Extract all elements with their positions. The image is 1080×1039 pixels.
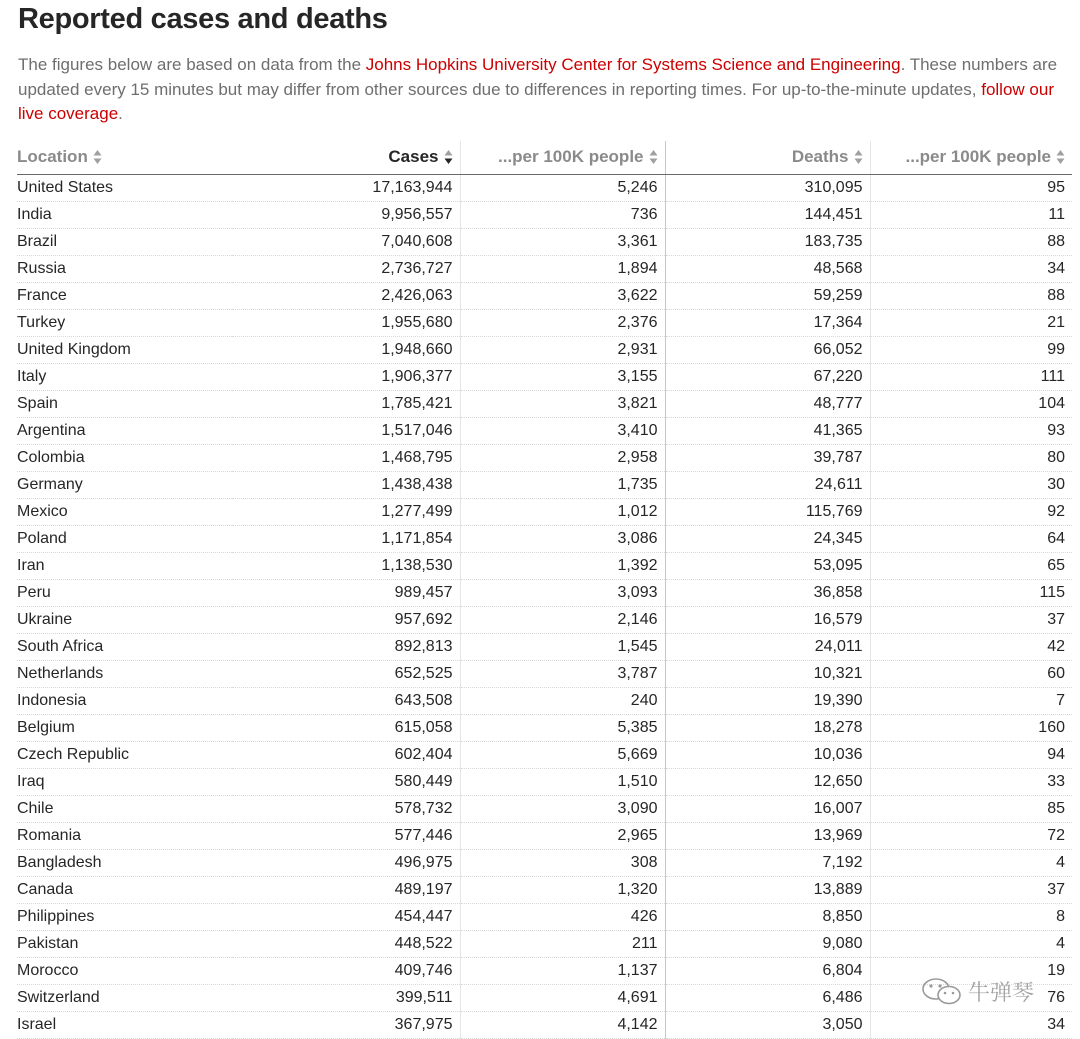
cell-cases-per-100k: 2,965 [460,822,665,849]
table-row [17,444,1072,471]
column-header-deaths[interactable] [665,141,870,174]
cell-deaths: 66,052 [665,336,870,363]
cell-cases: 1,138,530 [232,552,460,579]
cell-location: Spain [17,390,232,417]
intro-text-1: The figures below are based on data from the [18,55,366,74]
cell-deaths-per-100k: 4 [870,930,1072,957]
cell-cases-per-100k: 240 [460,687,665,714]
column-label: Deaths [791,146,849,166]
cell-cases-per-100k: 5,246 [460,174,665,201]
cell-deaths-per-100k: 95 [870,174,1072,201]
cell-cases-per-100k: 3,361 [460,228,665,255]
column-label: Cases [388,146,439,166]
table-row [17,633,1072,660]
cell-deaths-per-100k: 115 [870,579,1072,606]
table-row [17,309,1072,336]
cell-cases: 367,975 [232,1011,460,1038]
cell-deaths: 67,220 [665,363,870,390]
table-row [17,768,1072,795]
table-row [17,849,1072,876]
cell-deaths: 3,050 [665,1011,870,1038]
cell-cases-per-100k: 1,894 [460,255,665,282]
cell-deaths-per-100k: 88 [870,228,1072,255]
table-row [17,525,1072,552]
cell-deaths: 6,804 [665,957,870,984]
table-row [17,930,1072,957]
cell-deaths-per-100k: 34 [870,1011,1072,1038]
cell-location: Colombia [17,444,232,471]
jhu-csse-link[interactable]: Johns Hopkins University Center for Systems Science and Engineering [365,55,901,74]
intro-text-2: . These numbers are updated every 15 minutes but may differ from other sources due to differences in reporting times. For up-to-the-minute updates, [18,55,1058,99]
cell-cases: 1,906,377 [232,363,460,390]
cell-cases: 957,692 [232,606,460,633]
cell-deaths: 59,259 [665,282,870,309]
cell-location: Israel [17,1011,232,1038]
sort-icon [649,147,658,167]
cell-location: Mexico [17,498,232,525]
cell-cases-per-100k: 1,545 [460,633,665,660]
cell-cases-per-100k: 4,142 [460,1011,665,1038]
cell-deaths-per-100k: 80 [870,444,1072,471]
cell-cases: 1,277,499 [232,498,460,525]
table-row [17,174,1072,201]
cell-deaths-per-100k: 111 [870,363,1072,390]
cell-cases-per-100k: 3,093 [460,579,665,606]
cell-deaths: 39,787 [665,444,870,471]
column-header-deaths-per-100k[interactable] [870,141,1072,174]
cell-deaths: 16,007 [665,795,870,822]
table-row [17,795,1072,822]
table-row [17,471,1072,498]
cell-cases: 643,508 [232,687,460,714]
cell-deaths-per-100k: 11 [870,201,1072,228]
cell-location: Turkey [17,309,232,336]
cell-cases: 577,446 [232,822,460,849]
cell-deaths-per-100k: 34 [870,255,1072,282]
cell-deaths-per-100k: 37 [870,876,1072,903]
cell-location: Canada [17,876,232,903]
cell-deaths: 18,278 [665,714,870,741]
cell-cases: 496,975 [232,849,460,876]
cell-location: Pakistan [17,930,232,957]
table-row [17,741,1072,768]
cell-location: Switzerland [17,984,232,1011]
cell-location: Netherlands [17,660,232,687]
cell-cases-per-100k: 2,146 [460,606,665,633]
cell-cases: 448,522 [232,930,460,957]
cell-location: India [17,201,232,228]
cell-cases: 602,404 [232,741,460,768]
cell-deaths: 36,858 [665,579,870,606]
cell-cases-per-100k: 1,137 [460,957,665,984]
cell-cases-per-100k: 3,410 [460,417,665,444]
intro-text-3: . [118,104,123,123]
cell-deaths-per-100k: 64 [870,525,1072,552]
cases-table [17,141,1072,1039]
page-title: Reported cases and deaths [18,3,388,35]
column-header-location[interactable] [17,141,232,174]
table-row [17,336,1072,363]
cell-deaths-per-100k: 33 [870,768,1072,795]
cell-deaths-per-100k: 8 [870,903,1072,930]
table-row [17,282,1072,309]
table-row [17,579,1072,606]
cell-deaths: 8,850 [665,903,870,930]
cell-cases: 399,511 [232,984,460,1011]
cell-cases-per-100k: 4,691 [460,984,665,1011]
cell-deaths: 12,650 [665,768,870,795]
table-row [17,498,1072,525]
cell-cases: 2,426,063 [232,282,460,309]
cell-cases: 615,058 [232,714,460,741]
cell-cases: 989,457 [232,579,460,606]
cell-location: Ukraine [17,606,232,633]
cell-deaths-per-100k: 76 [870,984,1072,1011]
cell-deaths-per-100k: 37 [870,606,1072,633]
cell-location: South Africa [17,633,232,660]
cell-deaths: 310,095 [665,174,870,201]
column-header-cases-per-100k[interactable] [460,141,665,174]
cell-cases-per-100k: 3,787 [460,660,665,687]
cell-cases-per-100k: 3,821 [460,390,665,417]
cell-deaths: 24,611 [665,471,870,498]
cell-location: Argentina [17,417,232,444]
cell-cases-per-100k: 1,320 [460,876,665,903]
cell-deaths: 48,777 [665,390,870,417]
cell-cases: 1,785,421 [232,390,460,417]
cell-deaths-per-100k: 104 [870,390,1072,417]
cell-deaths: 115,769 [665,498,870,525]
cell-cases: 1,517,046 [232,417,460,444]
cell-location: Germany [17,471,232,498]
cell-location: France [17,282,232,309]
cell-cases-per-100k: 3,622 [460,282,665,309]
cell-deaths-per-100k: 99 [870,336,1072,363]
column-label: ...per 100K people [905,146,1051,166]
cell-cases-per-100k: 5,669 [460,741,665,768]
table-row [17,984,1072,1011]
watermark-text: 牛弹琴 [968,980,1035,1006]
cell-cases: 2,736,727 [232,255,460,282]
cell-cases: 1,171,854 [232,525,460,552]
table-header [17,141,1072,174]
cell-location: Brazil [17,228,232,255]
cell-cases-per-100k: 3,090 [460,795,665,822]
table-row [17,552,1072,579]
cell-cases: 652,525 [232,660,460,687]
intro-paragraph [18,53,1058,127]
cell-deaths: 10,321 [665,660,870,687]
cell-cases: 892,813 [232,633,460,660]
cell-location: Italy [17,363,232,390]
live-coverage-link[interactable]: follow our live coverage [18,79,1054,123]
cell-cases-per-100k: 1,012 [460,498,665,525]
cell-location: Romania [17,822,232,849]
cell-cases-per-100k: 2,376 [460,309,665,336]
cell-deaths: 48,568 [665,255,870,282]
cell-location: Morocco [17,957,232,984]
table-row [17,390,1072,417]
cell-cases-per-100k: 2,958 [460,444,665,471]
cell-deaths: 9,080 [665,930,870,957]
cell-location: Bangladesh [17,849,232,876]
table-row [17,660,1072,687]
cell-location: Iran [17,552,232,579]
table-body [17,174,1072,1038]
cell-location: Czech Republic [17,741,232,768]
cell-deaths: 24,345 [665,525,870,552]
table-row [17,201,1072,228]
column-header-cases[interactable] [232,141,460,174]
cell-cases-per-100k: 1,510 [460,768,665,795]
cell-cases: 1,955,680 [232,309,460,336]
cell-location: Indonesia [17,687,232,714]
cell-location: Iraq [17,768,232,795]
cell-cases: 9,956,557 [232,201,460,228]
sort-icon [444,147,453,167]
cell-deaths-per-100k: 60 [870,660,1072,687]
cell-cases: 409,746 [232,957,460,984]
cell-cases: 17,163,944 [232,174,460,201]
cell-cases-per-100k: 1,735 [460,471,665,498]
cell-cases-per-100k: 426 [460,903,665,930]
table-row [17,606,1072,633]
cell-cases-per-100k: 3,086 [460,525,665,552]
sort-icon [93,147,102,167]
cell-deaths-per-100k: 92 [870,498,1072,525]
cell-cases-per-100k: 3,155 [460,363,665,390]
table-row [17,417,1072,444]
cell-cases: 7,040,608 [232,228,460,255]
cell-deaths-per-100k: 7 [870,687,1072,714]
cell-deaths: 6,486 [665,984,870,1011]
cell-deaths: 7,192 [665,849,870,876]
table-row [17,255,1072,282]
cell-deaths: 53,095 [665,552,870,579]
cell-cases: 454,447 [232,903,460,930]
sort-icon [1056,147,1065,167]
cell-cases: 1,948,660 [232,336,460,363]
cell-location: United States [17,174,232,201]
table-row [17,822,1072,849]
cell-deaths-per-100k: 21 [870,309,1072,336]
cell-location: Peru [17,579,232,606]
table-row [17,228,1072,255]
cell-cases: 1,468,795 [232,444,460,471]
cell-deaths: 144,451 [665,201,870,228]
cell-deaths: 17,364 [665,309,870,336]
cell-deaths-per-100k: 72 [870,822,1072,849]
table-row [17,687,1072,714]
cell-cases-per-100k: 211 [460,930,665,957]
table-row [17,957,1072,984]
cell-deaths: 41,365 [665,417,870,444]
cell-deaths: 13,889 [665,876,870,903]
cell-deaths-per-100k: 42 [870,633,1072,660]
cell-location: United Kingdom [17,336,232,363]
cell-deaths-per-100k: 88 [870,282,1072,309]
cell-deaths-per-100k: 85 [870,795,1072,822]
cell-location: Philippines [17,903,232,930]
table-row [17,714,1072,741]
cell-deaths: 10,036 [665,741,870,768]
column-label: Location [17,146,88,166]
cell-cases: 578,732 [232,795,460,822]
cell-cases-per-100k: 5,385 [460,714,665,741]
cell-deaths-per-100k: 30 [870,471,1072,498]
cell-cases-per-100k: 308 [460,849,665,876]
cell-cases: 489,197 [232,876,460,903]
cell-cases-per-100k: 736 [460,201,665,228]
cell-deaths: 183,735 [665,228,870,255]
cell-location: Russia [17,255,232,282]
table-row [17,903,1072,930]
cell-cases: 1,438,438 [232,471,460,498]
cell-deaths: 24,011 [665,633,870,660]
cell-deaths-per-100k: 93 [870,417,1072,444]
cell-deaths-per-100k: 65 [870,552,1072,579]
column-label: ...per 100K people [498,146,644,166]
cell-deaths-per-100k: 160 [870,714,1072,741]
cell-deaths-per-100k: 19 [870,957,1072,984]
table-row [17,363,1072,390]
cell-cases: 580,449 [232,768,460,795]
table-row [17,876,1072,903]
cell-deaths: 16,579 [665,606,870,633]
cell-deaths: 13,969 [665,822,870,849]
cell-cases-per-100k: 2,931 [460,336,665,363]
cell-cases-per-100k: 1,392 [460,552,665,579]
cell-location: Chile [17,795,232,822]
cell-deaths-per-100k: 4 [870,849,1072,876]
table-row [17,1011,1072,1038]
cell-deaths: 19,390 [665,687,870,714]
sort-icon [854,147,863,167]
cell-deaths-per-100k: 94 [870,741,1072,768]
cell-location: Belgium [17,714,232,741]
cell-location: Poland [17,525,232,552]
